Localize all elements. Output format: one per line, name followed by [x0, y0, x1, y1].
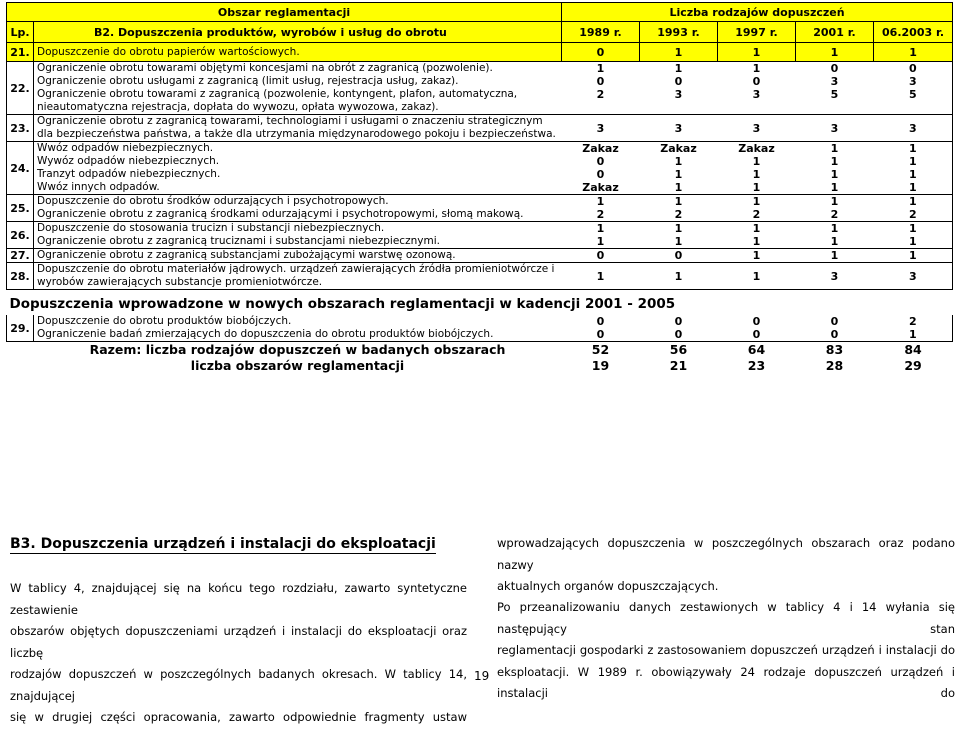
- text-line: obszarów objętych dopuszczeniami urządzeń i instalacji do eksploatacji oraz liczbę: [10, 624, 467, 660]
- summary-value: 28: [825, 358, 844, 373]
- summary-label: Razem: liczba rodzajów dopuszczeń w badanych obszarach: [89, 342, 506, 357]
- text-column-left: [10, 578, 467, 729]
- row-description: Ograniczenie badań zmierzających do dopuszczenia do obrotu produktów biobójczych.: [34, 328, 562, 342]
- row-value: Zakaz: [660, 142, 697, 155]
- row-value: 3: [796, 263, 874, 290]
- table-cell: [7, 358, 34, 374]
- table-row: [7, 22, 953, 43]
- table-row: [7, 290, 953, 316]
- row-value: 1: [830, 168, 839, 181]
- table-row: [7, 249, 953, 263]
- row-value: [640, 101, 718, 115]
- row-value: 3: [718, 115, 796, 142]
- table-row: [7, 263, 953, 277]
- row-value: 0: [596, 315, 605, 328]
- row-value: 1: [718, 263, 796, 290]
- row-value: 1: [830, 142, 839, 155]
- row-value: 1: [830, 195, 839, 208]
- row-description: wyrobów zawierających substancje promieniotwórcze.: [34, 276, 562, 290]
- row-value: 0: [752, 75, 761, 88]
- row-value: 1: [718, 249, 796, 263]
- row-number: 25.: [7, 195, 34, 222]
- summary-value: 19: [591, 358, 610, 373]
- row-value: 2: [874, 315, 953, 328]
- table-row: [7, 328, 953, 342]
- table-row: [7, 235, 953, 249]
- row-description: Dopuszczenie do stosowania trucizn i substancji niebezpiecznych.: [37, 222, 385, 234]
- table-cell: [7, 342, 34, 359]
- row-value: 1: [718, 235, 796, 249]
- row-value: 1: [596, 195, 605, 208]
- row-value: 0: [752, 315, 761, 328]
- row-value: 0: [830, 62, 839, 75]
- row-value: 1: [752, 195, 761, 208]
- row-value: [562, 101, 640, 115]
- table-row: [7, 43, 953, 62]
- row-value: 0: [674, 75, 683, 88]
- row-value: 0: [640, 249, 718, 263]
- text-column-right-bottom: [497, 597, 955, 705]
- text-line: Po przeanalizowaniu danych zestawionych w tablicy 4 i 14 wyłania się następujący stan: [497, 600, 955, 636]
- row-value: 1: [874, 195, 953, 209]
- row-value: 0: [596, 155, 605, 168]
- table-row: [7, 101, 953, 115]
- row-description: Wywóz odpadów niebezpiecznych.: [37, 155, 220, 167]
- row-description: Dopuszczenie do obrotu materiałów jądrowych. urządzeń zawierających źródła promieniotwórcze i: [37, 263, 555, 275]
- table-row: [7, 181, 953, 195]
- row-value: 5: [874, 88, 953, 101]
- section-title-b3: B3. Dopuszczenia urządzeń i instalacji do eksploatacji: [10, 536, 436, 552]
- row-number: 27.: [7, 249, 34, 263]
- header-lp: Lp.: [7, 22, 34, 43]
- row-value: 1: [752, 62, 761, 75]
- header-count: Liczba rodzajów dopuszczeń: [562, 3, 953, 22]
- table-row: [7, 168, 953, 181]
- row-description: Ograniczenie obrotu z zagranicą towarami, technologiami i usługami o znaczeniu strategicznym: [37, 115, 543, 127]
- row-value: 1: [874, 43, 953, 62]
- summary-value: 23: [747, 358, 766, 373]
- row-value: 1: [640, 263, 718, 290]
- row-value: 3: [674, 88, 683, 101]
- summary-value: 21: [669, 358, 688, 373]
- row-value: 1: [640, 181, 718, 195]
- table-row: [7, 3, 953, 22]
- row-description: Dopuszczenie do obrotu papierów wartościowych.: [34, 43, 562, 62]
- row-value: 1: [874, 155, 953, 168]
- row-description: Ograniczenie obrotu usługami z zagranicą (limit usług, rejestracja usług, zakaz).: [37, 75, 459, 87]
- row-number: 28.: [7, 263, 34, 290]
- row-description: Wwóz odpadów niebezpiecznych.: [37, 142, 214, 154]
- row-value: 0: [640, 328, 718, 342]
- row-value: 0: [596, 168, 605, 181]
- row-number: 23.: [7, 115, 34, 142]
- row-value: 1: [796, 249, 874, 263]
- row-number: 22.: [7, 62, 34, 115]
- table-row: [7, 315, 953, 328]
- row-description: Ograniczenie obrotu towarami z zagranicą (pozwolenie, kontyngent, plafon, automatyczna,: [37, 88, 518, 100]
- row-value: 1: [830, 155, 839, 168]
- row-value: 3: [874, 263, 953, 290]
- row-value: [796, 101, 874, 115]
- regulation-table: [6, 2, 953, 374]
- row-value: 0: [596, 75, 605, 88]
- header-year: 1989 r.: [562, 22, 640, 43]
- row-value: 1: [674, 155, 683, 168]
- text-line: eksploatacji. W 1989 r. obowiązywały 24 rodzaje dopuszczeń urządzeń i instalacji do: [497, 664, 955, 700]
- row-value: 0: [718, 328, 796, 342]
- row-value: 0: [562, 249, 640, 263]
- summary-value: 29: [904, 358, 922, 373]
- table-row: [7, 222, 953, 236]
- table-row: [7, 195, 953, 209]
- summary-value: 64: [747, 342, 766, 357]
- row-description: Ograniczenie obrotu z zagranicą środkami odurzającymi i psychotropowymi, słomą makową.: [34, 208, 562, 222]
- text-line: rodzajów dopuszczeń w poszczególnych badanych okresach. W tablicy 14, znajdującej: [10, 667, 467, 703]
- row-value: 3: [796, 115, 874, 142]
- row-value: 1: [596, 222, 605, 235]
- row-value: 1: [562, 263, 640, 290]
- row-value: 1: [640, 43, 718, 62]
- header-year: 2001 r.: [796, 22, 874, 43]
- page-number: 19: [474, 669, 490, 683]
- text-line: W tablicy 4, znajdującej się na końcu tego rozdziału, zawarto syntetyczne zestawienie: [10, 581, 467, 617]
- row-value: 1: [562, 235, 640, 249]
- row-value: 1: [674, 222, 683, 235]
- row-value: 1: [674, 62, 683, 75]
- table-row: [7, 88, 953, 101]
- row-value: 1: [596, 62, 605, 75]
- row-description: Wwóz innych odpadów.: [34, 181, 562, 195]
- row-value: Zakaz: [562, 181, 640, 195]
- row-value: 0: [674, 315, 683, 328]
- row-description: Ograniczenie obrotu towarami objętymi koncesjami na obrót z zagranicą (pozwolenie).: [37, 62, 493, 74]
- row-value: Zakaz: [738, 142, 775, 155]
- row-value: 1: [752, 168, 761, 181]
- row-description: nieautomatyczna rejestracja, dopłata do wywozu, opłata wywozowa, zakaz).: [34, 101, 562, 115]
- row-value: [874, 101, 953, 115]
- row-value: 1: [874, 181, 953, 195]
- row-value: 3: [874, 115, 953, 142]
- row-value: 3: [562, 115, 640, 142]
- header-title: B2. Dopuszczenia produktów, wyrobów i usług do obrotu: [34, 22, 562, 43]
- row-value: 0: [562, 328, 640, 342]
- row-value: Zakaz: [582, 142, 619, 155]
- row-number: 24.: [7, 142, 34, 195]
- text-line: się w drugiej części opracowania, zawarto odpowiednie fragmenty ustaw: [10, 710, 467, 724]
- row-value: 1: [874, 168, 953, 181]
- row-value: 1: [874, 328, 953, 342]
- row-value: 1: [718, 181, 796, 195]
- row-value: 0: [874, 62, 953, 76]
- header-area: Obszar reglamentacji: [7, 3, 562, 22]
- summary-value: 52: [591, 342, 610, 357]
- row-value: 2: [874, 208, 953, 222]
- row-value: 5: [830, 88, 839, 101]
- table-row: [7, 62, 953, 76]
- table-row: [7, 358, 953, 374]
- row-number: 26.: [7, 222, 34, 249]
- summary-label: liczba obszarów reglamentacji: [190, 358, 405, 373]
- text-column-right-top: [497, 533, 955, 598]
- row-value: 3: [752, 88, 761, 101]
- row-value: 2: [596, 88, 605, 101]
- row-value: 1: [796, 43, 874, 62]
- row-value: 1: [830, 222, 839, 235]
- summary-value: 56: [669, 342, 688, 357]
- row-value: 2: [640, 208, 718, 222]
- row-value: 3: [640, 115, 718, 142]
- row-value: [718, 101, 796, 115]
- row-value: 3: [830, 75, 839, 88]
- summary-value: 84: [904, 342, 922, 357]
- header-year: 06.2003 r.: [874, 22, 953, 43]
- row-value: 2: [562, 208, 640, 222]
- row-value: 1: [674, 168, 683, 181]
- row-number: 21.: [7, 43, 34, 62]
- row-description: Ograniczenie obrotu z zagranicą substancjami zubożającymi warstwę ozonową.: [34, 249, 562, 263]
- text-line: wprowadzających dopuszczenia w poszczególnych obszarach oraz podano nazwy: [497, 536, 955, 572]
- summary-value: 83: [825, 342, 844, 357]
- row-value: 2: [796, 208, 874, 222]
- table-row: [7, 115, 953, 129]
- row-value: 1: [674, 195, 683, 208]
- table-row: [7, 142, 953, 156]
- row-value: 0: [562, 43, 640, 62]
- row-description: Tranzyt odpadów niebezpiecznych.: [37, 168, 221, 180]
- row-description: Dopuszczenie do obrotu produktów biobójczych.: [37, 315, 292, 327]
- row-value: 1: [874, 222, 953, 236]
- row-value: 1: [752, 155, 761, 168]
- row-value: 1: [796, 235, 874, 249]
- row-value: 1: [796, 181, 874, 195]
- row-description: Ograniczenie obrotu z zagranicą truciznami i substancjami niebezpiecznymi.: [34, 235, 562, 249]
- row-value: 2: [718, 208, 796, 222]
- header-year: 1997 r.: [718, 22, 796, 43]
- row-value: 1: [874, 235, 953, 249]
- row-value: 1: [874, 249, 953, 263]
- row-description: dla bezpieczeństwa państwa, a także dla utrzymania międzynarodowego pokoju i bezpieczeństwa.: [34, 128, 562, 142]
- table-row: [7, 155, 953, 168]
- table-row: [7, 342, 953, 359]
- row-value: 1: [718, 43, 796, 62]
- header-year: 1993 r.: [640, 22, 718, 43]
- row-number: 29.: [7, 315, 34, 342]
- text-line: reglamentacji gospodarki z zastosowaniem dopuszczeń urządzeń i instalacji do: [497, 643, 955, 657]
- row-value: 3: [874, 75, 953, 88]
- row-value: 1: [640, 235, 718, 249]
- row-value: 1: [752, 222, 761, 235]
- text-line: aktualnych organów dopuszczających.: [497, 579, 719, 593]
- row-value: 1: [874, 142, 953, 156]
- section-heading: Dopuszczenia wprowadzone w nowych obszarach reglamentacji w kadencji 2001 - 2005: [9, 296, 676, 312]
- row-description: Dopuszczenie do obrotu środków odurzających i psychotropowych.: [37, 195, 389, 207]
- row-value: 0: [830, 315, 839, 328]
- row-value: 0: [796, 328, 874, 342]
- table-row: [7, 75, 953, 88]
- table-row: [7, 208, 953, 222]
